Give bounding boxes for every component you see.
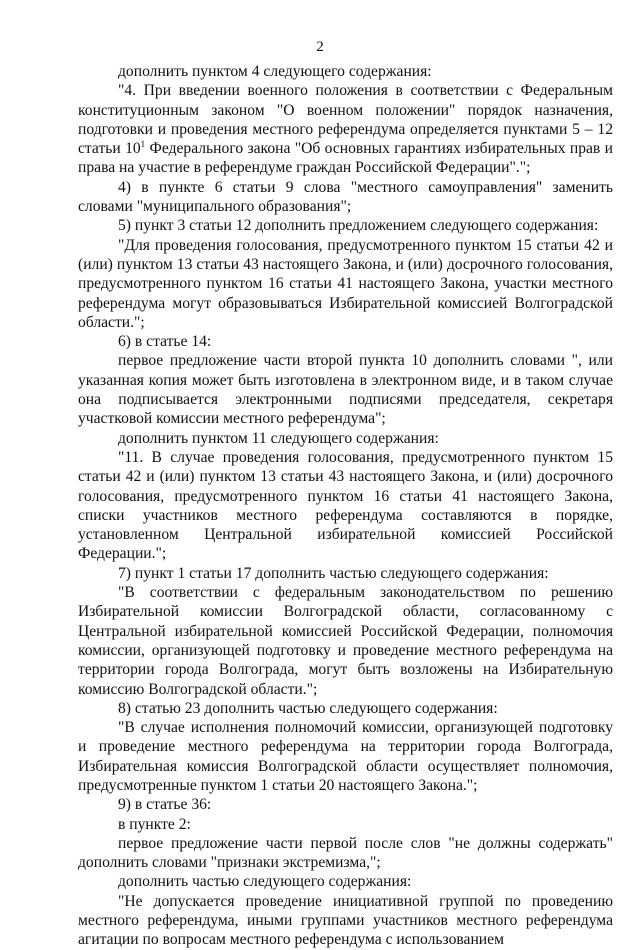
- paragraph: дополнить пунктом 4 следующего содержания:: [118, 63, 432, 80]
- paragraph: первое предложение части первой после слов "не должны содержать" дополнить словами "признаки экстремизма,";: [78, 834, 613, 872]
- paragraph: "4. При введении военного положения в соответствии с Федеральным конституционным законом "О военном положении" порядок назначения, подготовки и проведения местного референдума определяется пунктами 5 – 12 статьи $10^1$ Федерального закона "Об основных гарантиях избирательных прав и права на участие в референдуме граждан Российской Федерации".";: [78, 82, 613, 177]
- paragraph: 9) в статье 36:: [118, 796, 212, 814]
- paragraph: в пункте 2:: [118, 815, 191, 833]
- page-number: 2: [316, 39, 324, 55]
- paragraph: первое предложение части второй пункта 10 дополнить словами ", или указанная копия может быть изготовлена в электронном виде, и в таком случае она подписывается электронными подписями председателя, секретаря участковой комиссии местного референдума";: [78, 352, 613, 428]
- paragraph: дополнить пунктом 11 следующего содержания:: [118, 429, 439, 447]
- paragraph: дополнить частью следующего содержания:: [118, 873, 412, 891]
- paragraph: 5) пункт 3 статьи 12 дополнить предложением следующего содержания:: [118, 217, 599, 235]
- paragraph: 8) статью 23 дополнить частью следующего содержания:: [118, 699, 498, 717]
- paragraph: 6) в статье 14:: [118, 333, 212, 351]
- paragraph: "11. В случае проведения голосования, предусмотренного пунктом 15 статьи 42 и (или) пунктом 13 статьи 43 настоящего Закона, и (или) досрочного голосования, предусмотренного пунктом 16 статьи 41 настоящего Закона, списки участников местного референдума составляются в порядке, установленном Центральной избирательной комиссией Российской Федерации.";: [78, 448, 613, 563]
- document-body: [78, 62, 613, 950]
- superscript-mark: 1: [140, 139, 146, 149]
- paragraph: 7) пункт 1 статьи 17 дополнить частью следующего содержания:: [118, 564, 549, 582]
- paragraph: "В соответствии с федеральным законодательством по решению Избирательной комиссии Волгоградской области, согласованному с Центральной избирательной комиссией Российской Федерации, полномочия комиссии, организующей подготовку и проведение местного референдума на территории города Волгограда, могут быть возложены на Избирательную комиссию Волгоградской области.";: [78, 584, 613, 698]
- paragraph: 4) в пункте 6 статьи 9 слова "местного самоуправления" заменить словами "муниципального образования";: [78, 178, 613, 216]
- paragraph: "В случае исполнения полномочий комиссии, организующей подготовку и проведение местного референдума на территории города Волгограда, Избирательная комиссия Волгоградской области осуществляет полномочия, предусмотренные пунктом 1 статьи 20 настоящего Закона.";: [78, 719, 613, 794]
- paragraph: "Для проведения голосования, предусмотренного пунктом 15 статьи 42 и (или) пунктом 13 статьи 43 настоящего Закона, и (или) досрочного голосования, предусмотренного пунктом 16 статьи 41 настоящего Закона, участки местного референдума могут образовываться Избирательной комиссией Волгоградской области.";: [78, 236, 613, 331]
- paragraph: "Не допускается проведение инициативной группой по проведению местного референдума, иными группами участников местного референдума агитации по вопросам местного референдума с использованием: [78, 892, 613, 949]
